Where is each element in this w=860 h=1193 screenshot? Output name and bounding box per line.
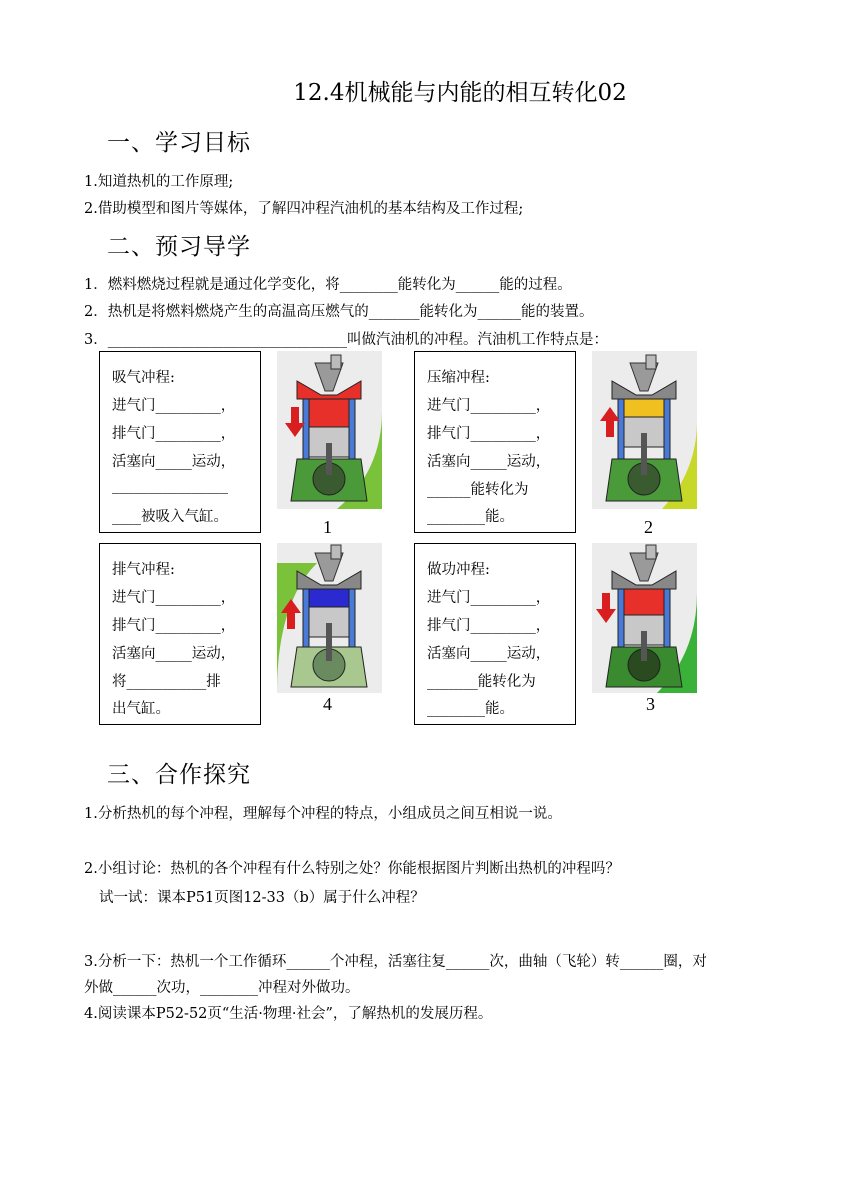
explore-item-2-try: 试一试：课本P51页图12-33（b）属于什么冲程？ [99, 890, 425, 906]
section-heading-goals: 一、学习目标 [107, 130, 251, 156]
exhaust-stroke-box [99, 543, 261, 725]
engine-intake-image [277, 351, 382, 509]
figure-label-4: 4 [323, 694, 332, 714]
explore-item-3-cont: 外做______次功，________冲程对外做功。 [84, 980, 360, 996]
power-line-5: _______能转化为 [427, 674, 536, 690]
engine-power-image [592, 543, 697, 693]
power-line-3: 排气门_________， [427, 618, 551, 634]
exhaust-line-4: 活塞向_____运动， [112, 646, 236, 662]
preview-item-1: 1．燃料燃烧过程就是通过化学变化，将________能转化为______能的过程。 [84, 277, 572, 293]
power-line-4: 活塞向_____运动， [427, 646, 551, 662]
exhaust-line-2: 进气门_________， [112, 590, 236, 606]
page-title: 12.4机械能与内能的相互转化02 [293, 80, 627, 106]
preview-item-3: 3．_________________________________叫做汽油机的冲程。汽油机工作特点是： [84, 332, 608, 348]
figure-label-1: 1 [323, 517, 332, 537]
exhaust-line-1: 排气冲程: [112, 562, 175, 578]
explore-item-4: 4.阅读课本P52-52页“生活·物理·社会”，了解热机的发展历程。 [84, 1006, 493, 1022]
explore-item-2: 2.小组讨论：热机的各个冲程有什么特别之处？你能根据图片判断出热机的冲程吗？ [84, 861, 620, 877]
goal-item-1: 1.知道热机的工作原理; [84, 174, 234, 190]
exhaust-line-5: 将___________排 [112, 674, 221, 690]
compression-line-5: ______能转化为 [427, 482, 529, 498]
power-stroke-box [414, 543, 576, 725]
intake-line-6: ____被吸入气缸。 [112, 509, 228, 525]
compression-line-4: 活塞向_____运动， [427, 454, 551, 470]
section-heading-preview: 二、预习导学 [107, 234, 251, 260]
intake-line-1: 吸气冲程: [112, 370, 175, 386]
exhaust-line-6: 出气缸。 [112, 701, 170, 717]
compression-line-6: ________能。 [427, 509, 514, 525]
preview-item-2: 2．热机是将燃料燃烧产生的高温高压燃气的_______能转化为______能的装置。 [84, 304, 594, 320]
explore-item-1: 1.分析热机的每个冲程，理解每个冲程的特点，小组成员之间互相说一说。 [84, 806, 562, 822]
figure-label-2: 2 [644, 517, 653, 537]
intake-line-5: ________________ [112, 478, 228, 494]
power-line-2: 进气门_________， [427, 590, 551, 606]
explore-item-3: 3.分析一下：热机一个工作循环______个冲程，活塞往复______次，曲轴（飞轮）转______圈，对 [84, 954, 707, 970]
intake-line-4: 活塞向_____运动， [112, 454, 236, 470]
compression-line-3: 排气门_________， [427, 426, 551, 442]
power-line-1: 做功冲程: [427, 562, 490, 578]
intake-line-2: 进气门_________， [112, 398, 236, 414]
figure-label-3: 3 [646, 694, 655, 714]
compression-line-1: 压缩冲程: [427, 370, 490, 386]
compression-line-2: 进气门_________， [427, 398, 551, 414]
engine-exhaust-image [277, 543, 382, 693]
engine-compression-image [592, 351, 697, 509]
intake-line-3: 排气门_________， [112, 426, 236, 442]
exhaust-line-3: 排气门_________， [112, 618, 236, 634]
compression-stroke-box [414, 351, 576, 533]
power-line-6: ________能。 [427, 701, 514, 717]
section-heading-explore: 三、合作探究 [107, 762, 251, 788]
goal-item-2: 2.借助模型和图片等媒体，了解四冲程汽油机的基本结构及工作过程; [84, 201, 524, 217]
intake-stroke-box [99, 351, 261, 533]
